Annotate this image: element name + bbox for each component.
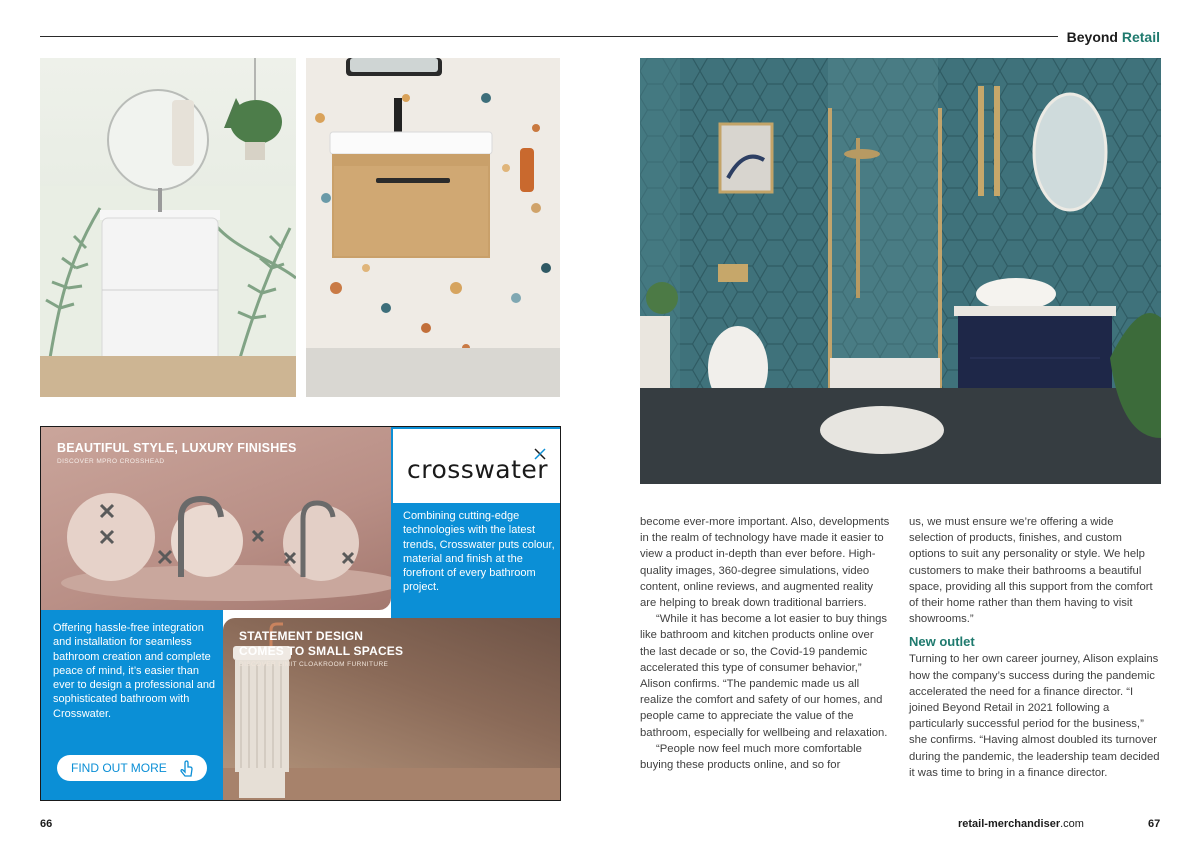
ad-headline-1: BEAUTIFUL STYLE, LUXURY FINISHES [57, 441, 297, 455]
photo-white-vanity-illustration [40, 58, 296, 397]
pointer-hand-icon [179, 755, 195, 789]
article-column-2 [909, 514, 1161, 781]
article-subheading: New outlet [909, 634, 975, 650]
article-paragraph: us, we must ensure we’re offering a wide selection of products, finishes, and custom options to suit any personality or style. We help customers to make their bathrooms a beautiful space, providing all this support from the comfort of their home rather than them having to visit showrooms.” [909, 516, 1153, 626]
brand-word-1: Beyond [1066, 29, 1118, 45]
site-url [958, 818, 1084, 830]
page-number-right: 67 [1148, 818, 1161, 830]
crosswater-advert[interactable] [40, 426, 561, 801]
pointer-hand-glyph [179, 755, 195, 781]
ad-headline-2-line1: STATEMENT DESIGN [239, 629, 364, 643]
article-paragraph: become ever-more important. Also, developments in the realm of technology have made it easier to view a product in-depth than ever before. High-quality images, 360-degree simulations, video content, online reviews, and augmented reality are helping to break down traditional barriers. [640, 516, 890, 610]
page-number-left: 66 [40, 818, 53, 830]
crosswater-mark-icon [533, 447, 547, 461]
ad-headline-2-sub: DISCOVER LIMIT CLOAKROOM FURNITURE [239, 661, 389, 668]
header-rule [40, 36, 1058, 37]
ad-headline-2-line2: COMES TO SMALL SPACES [239, 644, 404, 658]
site-url-tld: .com [1060, 818, 1084, 830]
crosswater-logo: crosswater [407, 455, 549, 484]
find-out-more-button[interactable] [57, 755, 207, 781]
photo-oak-vanity-illustration [306, 58, 560, 397]
crosswater-logo-icon [533, 447, 547, 464]
article-paragraph: “People now feel much more comfortable buying these products online, and so for [640, 742, 862, 772]
ad-headline-1-sub: DISCOVER MPRO CROSSHEAD [57, 458, 165, 465]
site-url-bold: retail-merchandiser [958, 818, 1061, 830]
photo-teal-bathroom-illustration [640, 58, 1161, 484]
article-column-1 [640, 514, 890, 773]
ad-text-left: Offering hassle-free integration and installation for seamless bathroom creation and complete peace of mind, it’s easier than ever to design a professional and sophisticated bathroom with Crosswater. [53, 622, 216, 720]
ad-text-right: Combining cutting-edge technologies with the latest trends, Crosswater puts colour, material and finish at the forefront of every bathroom project. [403, 510, 555, 594]
article-paragraph: Turning to her own career journey, Alison explains how the company’s success during the pandemic accelerated the need for a finance director. “I joined Beyond Retail in 2021 following a particularly successful period for the business,” she confirms. “Having almost doubled its turnover during the pandemic, the leadership team decided it was time to bring in a finance director. [909, 653, 1160, 779]
photo-oak-vanity [306, 58, 560, 397]
brand-word-2: Retail [1121, 29, 1160, 45]
ad-headline-2 [239, 629, 403, 659]
section-brand [1067, 29, 1160, 45]
photo-teal-bathroom [640, 58, 1161, 484]
find-out-more-label: FIND OUT MORE [71, 761, 167, 775]
article-paragraph: “While it has become a lot easier to buy things like bathroom and kitchen products online over the last decade or so, the Covid-19 pandemic accelerated this type of consumer behavior,” Alison confirms. “The pandemic made us all realize the comfort and safety of our homes, and people came to appreciate the value of the bathroom, especially for wellbeing and relaxation. [640, 613, 888, 739]
photo-white-vanity [40, 58, 296, 397]
